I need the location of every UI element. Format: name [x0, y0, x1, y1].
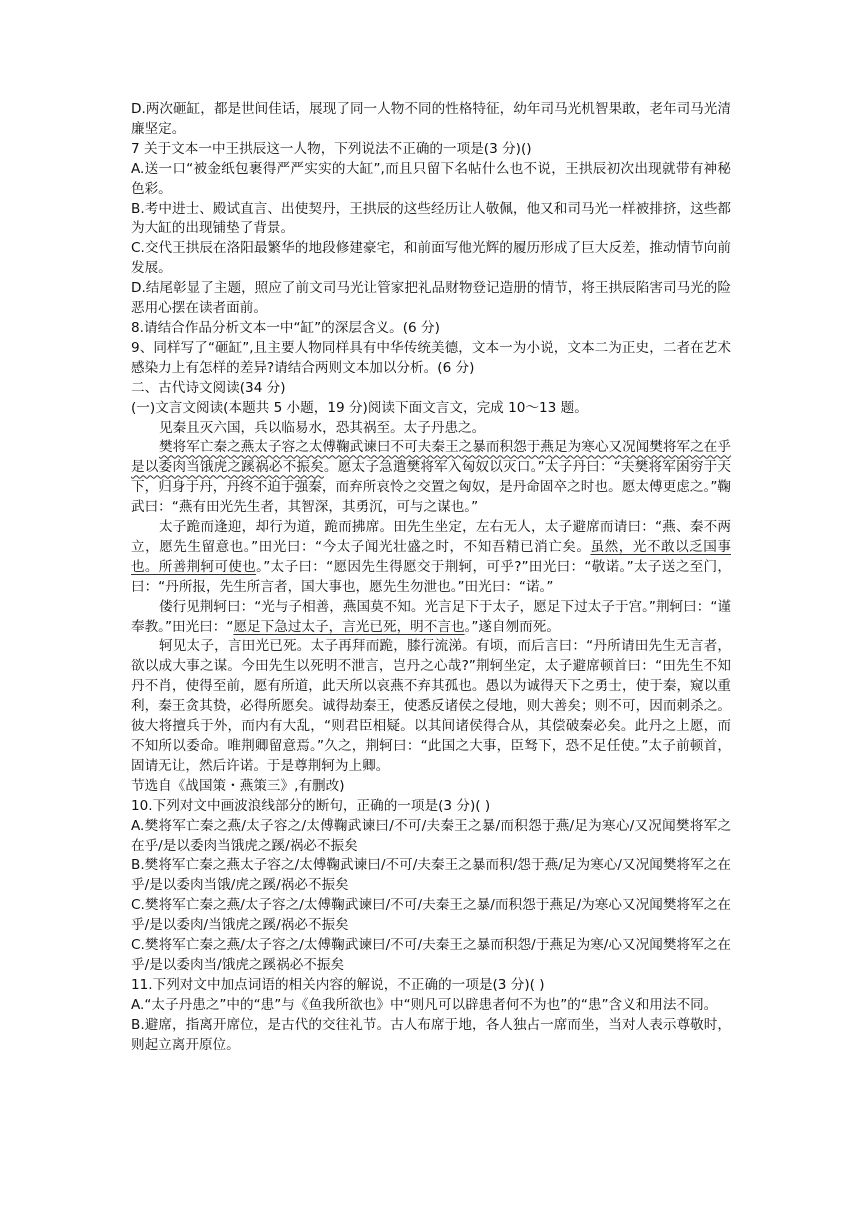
q10-option-d: C.樊将军亡秦之燕/太子容之/太傅鞠武谏曰/不可/夫秦王之暴而积怨/于燕足为寒/心又况闻樊将军之在乎/是以委肉当/饿虎之蹊祸必不振矣: [131, 937, 731, 973]
q10-option-c: C.樊将军亡秦之燕/太子容之/太傅鞠武谏曰/不可/夫秦王之暴/而积怨于燕足/为寒心又况闻樊将军之在乎/是以委肉/当饿虎之蹊/祸必不振矣: [131, 897, 731, 934]
q7-stem: 7 关于文本一中王拱辰这一人物，下列说法不正确的一项是(3 分)(): [131, 140, 532, 157]
passage-paragraph-4: [131, 598, 731, 638]
q10-option-b: B.樊将军亡秦之燕太子容之/太傅鞠武谏曰/不可/夫秦王之暴而积/怨于燕/足为寒心/又况闻樊将军之在乎/是以委肉当饿/虎之蹊/祸必不振矣: [131, 857, 731, 894]
q7-option-a: A.送一口“被金纸包裹得严严实实的大缸”,而且只留下名帖什么也不说，王拱辰初次出现就带有神秘色彩。: [131, 160, 731, 197]
passage-text: 。”太子曰：“愿因先生得愿交于荆轲，可乎?”田光曰：“敬诺。”太子送之至门，曰：“丹所报，先生所言者，国大事也，愿先生勿泄也。”田光曰：“诺。”: [131, 558, 731, 595]
passage-text: 。”遂自刎而死。: [464, 618, 560, 635]
subsection-heading: (一)文言文阅读(本题共 5 小题，19 分)阅读下面文言文，完成 10～13 题。: [131, 399, 588, 416]
passage-paragraph-1: 见秦且灭六国，兵以临易水，恐其祸至。太子丹患之。: [159, 419, 486, 436]
q9-question: 9、同样写了“砸缸”,且主要人物同样具有中华传统美德，文本一为小说，文本二为正史，二者在艺术感染力上有怎样的差异?请结合两则文本加以分析。(6 分): [131, 339, 731, 376]
q7-option-c: C.交代王拱辰在洛阳最繁华的地段修建豪宅，和前面写他光辉的履历形成了巨大反差，推动情节向前发展。: [131, 240, 731, 277]
underlined-sentence: 愿足下急过太子，言光已死，明不言也: [233, 618, 465, 635]
passage-text: 。愿太子急遣樊将军入匈奴以灭口。”太子丹曰：“夫樊将军困穷于天下，归身于丹，丹终不迫于强秦，而弃所哀怜之交置之匈奴，是丹命固卒之时也。愿太傅更虑之。”鞠武曰：“燕有田光先生者，其智深，其勇沉，可与之谋也。”: [131, 459, 731, 516]
passage-text: 偻行见荆轲曰：“光与子相善，燕国莫不知。光言足下于太子，愿足下过太子于宫。”荆轲曰：“谨奉教。”田光曰：“: [131, 598, 731, 635]
exam-page: [131, 100, 731, 1056]
underlined-sentence: 虽然，光不敢以乏国事也。所善荆轲可使也: [131, 538, 731, 575]
q10-stem: 10.下列对文中画波浪线部分的断句，正确的一项是(3 分)( ): [131, 797, 491, 814]
q8-question: 8.请结合作品分析文本一中“缸”的深层含义。(6 分): [131, 319, 440, 336]
wavy-underlined-text: 樊将军亡秦之燕太子容之太傅鞠武谏曰不可夫秦王之暴而积怨于燕足为寒心又况闻樊将军之在乎是以委肉当饿虎之蹊祸必不振矣: [131, 439, 731, 476]
q11-stem: 11.下列对文中加点词语的相关内容的解说，不正确的一项是(3 分)( ): [131, 976, 545, 993]
passage-paragraph-2: [131, 438, 731, 518]
q11-option-b: B.避席，指离开席位，是古代的交往礼节。古人布席于地，各人独占一席而坐，当对人表示尊敬时，则起立离开原位。: [131, 1016, 731, 1053]
passage-text: 太子跪而逢迎，却行为道，跪而拂席。田先生坐定，左右无人，太子避席而请曰：“燕、秦不两立，愿先生留意也。”田光曰：“今太子闻光壮盛之时，不知吾精已消亡矣。: [131, 519, 731, 555]
q11-option-a: A.“太子丹患之”中的“患”与《鱼我所欲也》中“则凡可以辟患者何不为也”的“患”含义和用法不同。: [131, 996, 718, 1013]
passage-source: 节选自《战国策・燕策三》,有删改): [131, 777, 345, 794]
q7-option-d: D.结尾彰显了主题，照应了前文司马光让管家把礼品财物登记造册的情节，将王拱辰陷害司马光的险恶用心摆在读者面前。: [131, 280, 731, 317]
passage-paragraph-5: 轲见太子，言田光已死。太子再拜而跪，膝行流涕。有顷，而后言曰：“丹所请田先生无言者，欲以成大事之谋。今田先生以死明不泄言，岂丹之心哉?”荆轲坐定，太子避席顿首曰：“田先生不知丹不肖，使得至前，愿有所道，此天所以哀燕不弃其孤也。愚以为诚得天下之勇士，使于秦，窥以重利，秦王贪其贽，必得所愿矣。诚得劫秦王，使悉反诸侯之侵地，则大善矣；则不可，因而刺杀之。彼大将擅兵于外，而内有大乱，“则君臣相疑。以其间诸侯得合从，其偿破秦必矣。此丹之上愿，而不知所以委命。唯荆卿留意焉。”久之，荆轲曰：“此国之大事，臣驽下，恐不足任使。”太子前顿首，固请无让，然后许诺。于是尊荆轲为上卿。: [131, 638, 731, 774]
q6-option-d: D.两次砸缸，都是世间佳话，展现了同一人物不同的性格特征，幼年司马光机智果敢，老年司马光清廉坚定。: [131, 101, 731, 137]
section-heading: 二、古代诗文阅读(34 分): [131, 379, 286, 396]
q10-option-a: A.樊将军亡秦之燕/太子容之/太傅鞠武谏曰/不可/夫秦王之暴/而积怨于燕/足为寒心/又况闻樊将军之在乎/是以委肉当饿虎之蹊/祸必不振矣: [131, 817, 731, 854]
passage-paragraph-3: [131, 518, 731, 598]
q7-option-b: B.考中进士、殿试直言、出使契丹，王拱辰的这些经历让人敬佩，他又和司马光一样被排挤，这些都为大缸的出现铺垫了背景。: [131, 200, 731, 237]
